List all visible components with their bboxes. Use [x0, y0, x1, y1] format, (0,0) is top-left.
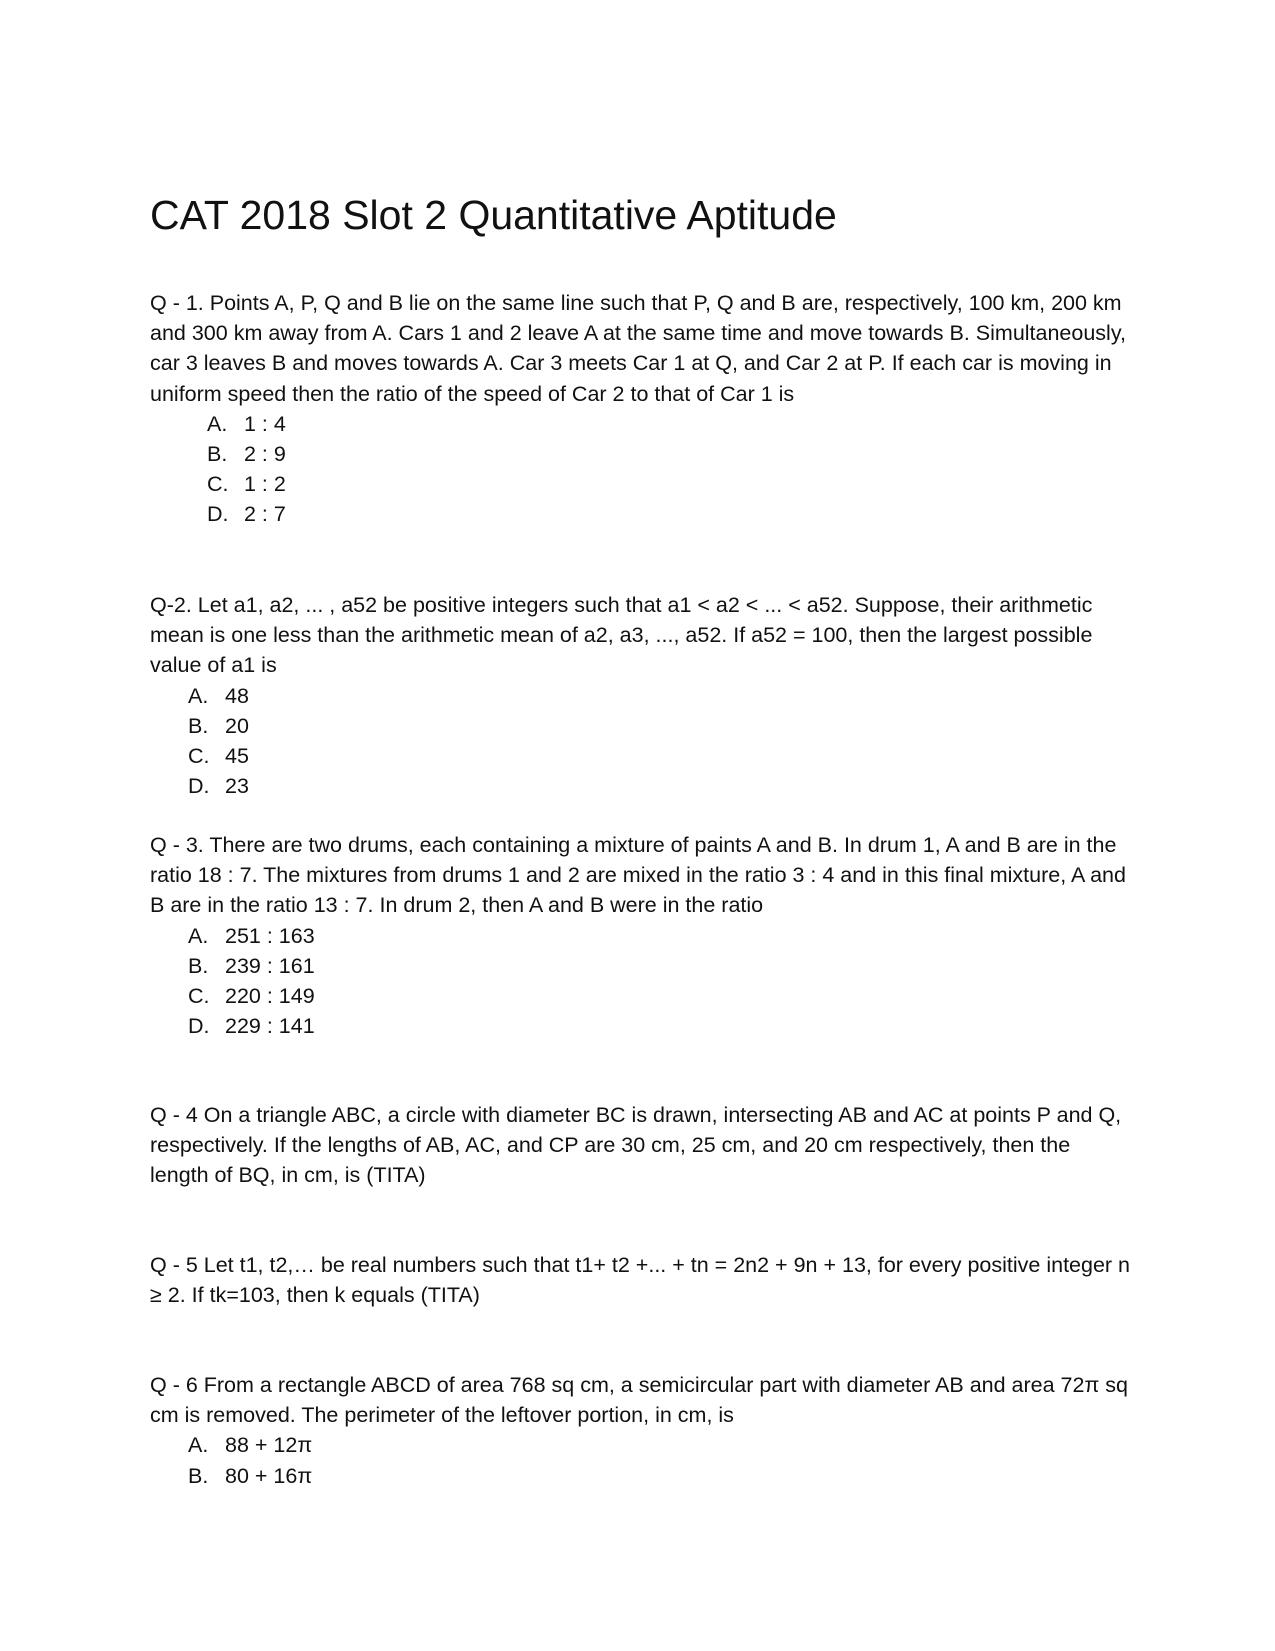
- option-b: [150, 439, 1130, 469]
- option-list: [150, 1430, 1130, 1490]
- option-c: [150, 741, 1130, 771]
- option-d: [150, 499, 1130, 529]
- question-1: [150, 288, 1130, 530]
- question-2: [150, 590, 1130, 801]
- option-letter: D.: [188, 1014, 210, 1039]
- option-letter: A.: [188, 1433, 209, 1458]
- option-value: 1 : 2: [244, 472, 286, 497]
- option-value: 88 + 12π: [225, 1433, 313, 1458]
- option-value: 1 : 4: [244, 411, 286, 436]
- option-b: [150, 711, 1130, 741]
- option-letter: C.: [188, 744, 210, 769]
- question-text: Q-2. Let a1, a2, ... , a52 be positive integers such that a1 < a2 < ... < a52. Suppose, their arithmetic mean is one less than the arithmetic mean of a2, a3, ..., a52. If a52 = 100, then the largest possible value of a1 is: [150, 593, 1093, 678]
- option-letter: D.: [188, 774, 210, 799]
- option-value: 239 : 161: [225, 953, 315, 978]
- option-value: 48: [225, 683, 249, 708]
- option-value: 251 : 163: [225, 923, 315, 948]
- option-a: [150, 409, 1130, 439]
- option-letter: B.: [207, 442, 228, 467]
- question-text: Q - 4 On a triangle ABC, a circle with diameter BC is drawn, intersecting AB and AC at points P and Q, respectively. If the lengths of AB, AC, and CP are 30 cm, 25 cm, and 20 cm respectively, then the length of BQ, in cm, is (TITA): [150, 1103, 1122, 1188]
- option-list: [150, 681, 1130, 802]
- option-letter: A.: [188, 683, 209, 708]
- question-text: Q - 5 Let t1, t2,… be real numbers such that t1+ t2 +... + tn = 2n2 + 9n + 13, for every positive integer n ≥ 2. If tk=103, then k equals (TITA): [150, 1253, 1131, 1308]
- question-text: Q - 3. There are two drums, each containing a mixture of paints A and B. In drum 1, A and B are in the ratio 18 : 7. The mixtures from drums 1 and 2 are mixed in the ratio 3 : 4 and in this final mixture, A and B are in the ratio 13 : 7. In drum 2, then A and B were in the ratio: [150, 833, 1126, 918]
- option-a: [150, 681, 1130, 711]
- option-letter: C.: [207, 472, 229, 497]
- option-letter: B.: [188, 953, 209, 978]
- question-text: Q - 1. Points A, P, Q and B lie on the same line such that P, Q and B are, respectively, 100 km, 200 km and 300 km away from A. Cars 1 and 2 leave A at the same time and move towards B. Simultaneously, car 3 leaves B and moves towards A. Car 3 meets Car 1 at Q, and Car 2 at P. If each car is moving in uniform speed then the ratio of the speed of Car 2 to that of Car 1 is: [150, 291, 1126, 406]
- option-d: [150, 771, 1130, 801]
- option-a: [150, 921, 1130, 951]
- option-value: 2 : 7: [244, 502, 286, 527]
- question-text: Q - 6 From a rectangle ABCD of area 768 sq cm, a semicircular part with diameter AB and area 72π sq cm is removed. The perimeter of the leftover portion, in cm, is: [150, 1373, 1128, 1428]
- option-list: [150, 921, 1130, 1042]
- option-value: 20: [225, 713, 249, 738]
- question-6: [150, 1370, 1130, 1491]
- option-value: 2 : 9: [244, 442, 286, 467]
- option-letter: C.: [188, 984, 210, 1009]
- option-letter: B.: [188, 713, 209, 738]
- option-value: 80 + 16π: [225, 1463, 313, 1488]
- option-value: 23: [225, 774, 249, 799]
- option-a: [150, 1430, 1130, 1460]
- option-b: [150, 951, 1130, 981]
- option-letter: B.: [188, 1463, 209, 1488]
- option-letter: A.: [207, 411, 228, 436]
- question-5: [150, 1250, 1130, 1310]
- page-title: CAT 2018 Slot 2 Quantitative Aptitude: [150, 192, 837, 238]
- question-3: [150, 830, 1130, 1041]
- option-b: [150, 1461, 1130, 1491]
- option-list: [150, 409, 1130, 530]
- option-c: [150, 981, 1130, 1011]
- option-d: [150, 1011, 1130, 1041]
- option-value: 45: [225, 744, 249, 769]
- option-value: 229 : 141: [225, 1014, 315, 1039]
- question-4: [150, 1100, 1130, 1191]
- option-letter: A.: [188, 923, 209, 948]
- option-letter: D.: [207, 502, 229, 527]
- option-c: [150, 469, 1130, 499]
- option-value: 220 : 149: [225, 984, 315, 1009]
